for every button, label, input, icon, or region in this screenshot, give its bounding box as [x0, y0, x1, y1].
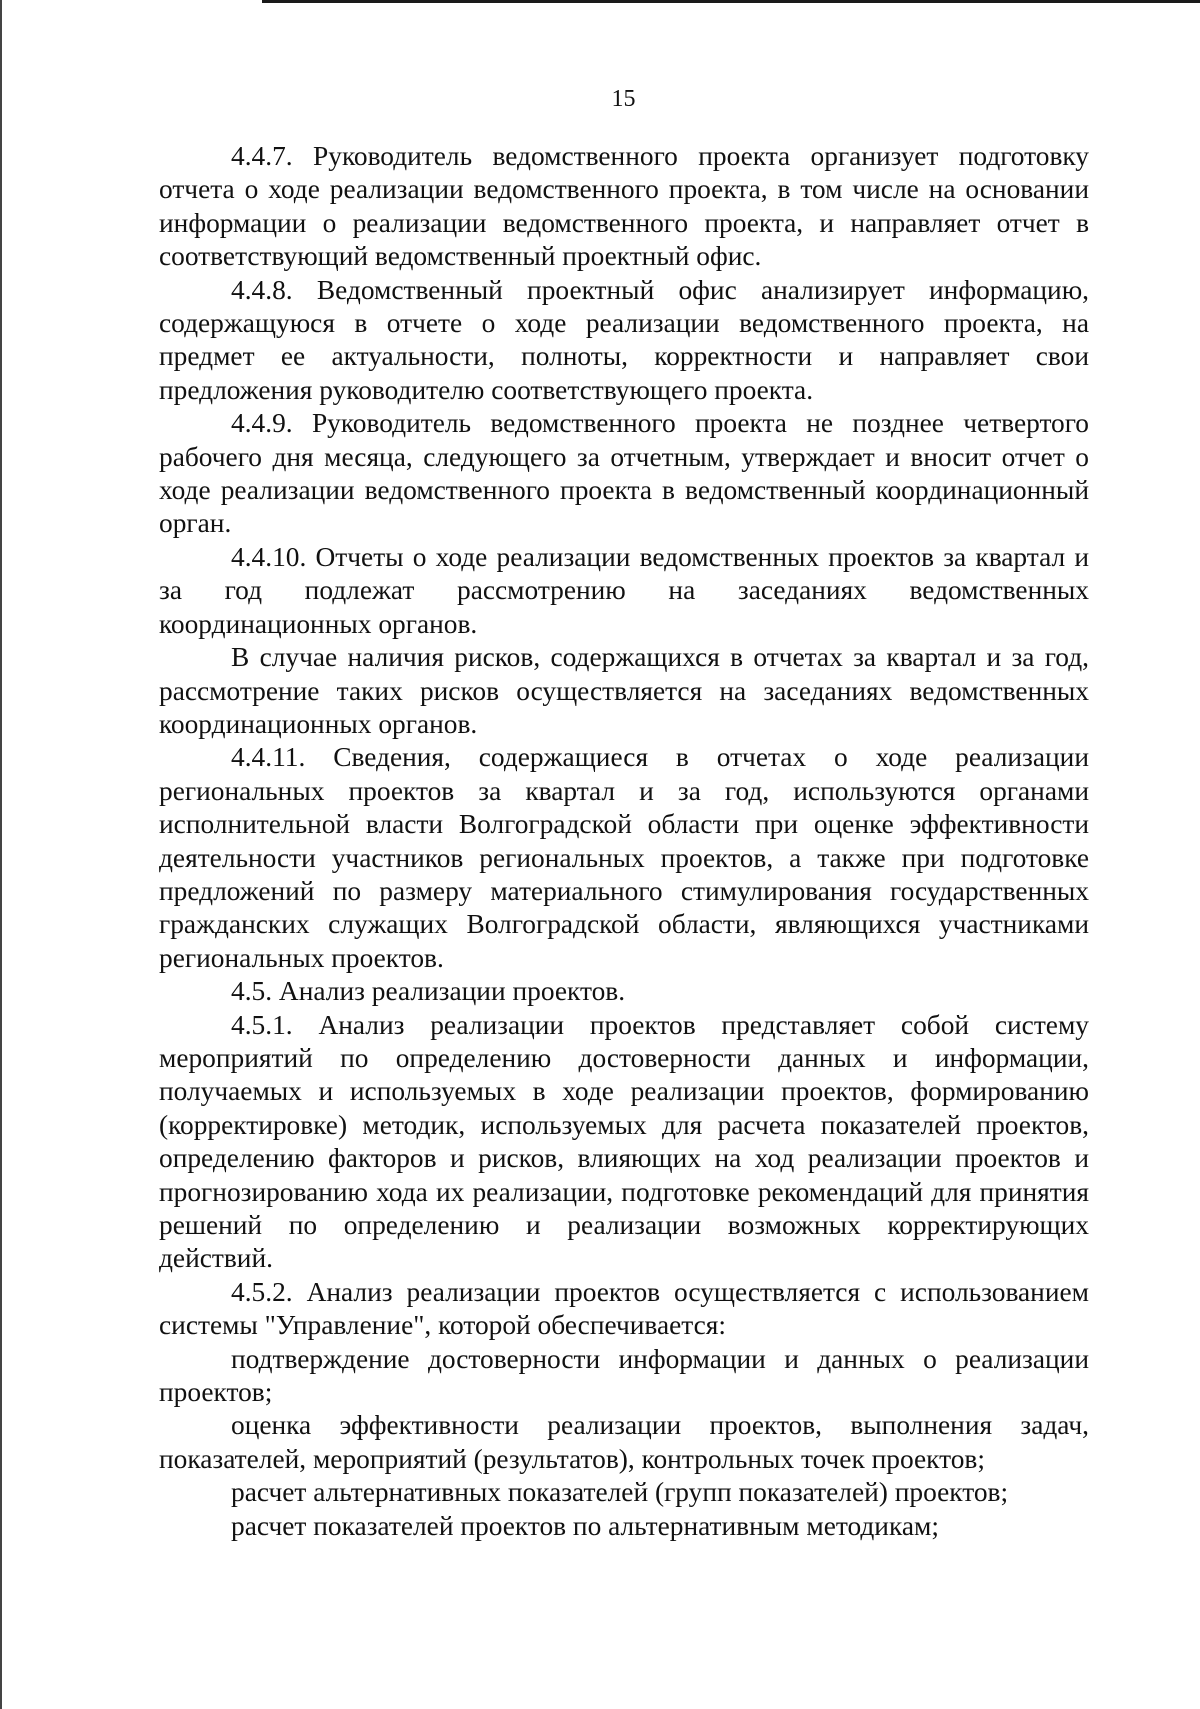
paragraph-risks: В случае наличия рисков, содержащихся в отчетах за квартал и за год, рассмотрение таких рисков осуществляется на заседаниях ведомственных координационных органов.: [159, 642, 1089, 739]
list-item-evaluation: оценка эффективности реализации проектов, выполнения задач, показателей, мероприятий (результатов), контрольных точек проектов;: [159, 1410, 1089, 1474]
paragraph-4-4-7: 4.4.7. Руководитель ведомственного проекта организует подготовку отчета о ходе реализации ведомственного проекта, в том числе на основании информации о реализации ведомственного проекта, и направляет отчет в соответствующий ведомственный проектный офис.: [159, 141, 1089, 272]
page-number: 15: [611, 86, 636, 112]
paragraph-4-5-1: 4.5.1. Анализ реализации проектов представляет собой систему мероприятий по определению достоверности данных и информации, получаемых и используемых в ходе реализации проектов, формированию (корректировке) методик, используемых для расчета показателей проектов, определению факторов и рисков, влияющих на ход реализации проектов и прогнозированию хода их реализации, подготовке рекомендаций для принятия решений по определению и реализации возможных корректирующих действий.: [159, 1009, 1089, 1274]
paragraph-4-4-9: 4.4.9. Руководитель ведомственного проекта не позднее четвертого рабочего дня месяца, следующего за отчетным, утверждает и вносит отчет о ходе реализации ведомственного проекта в ведомственный координационный орган.: [159, 408, 1089, 539]
paragraph-4-5-2: 4.5.2. Анализ реализации проектов осуществляется с использованием системы "Управление", которой обеспечивается:: [159, 1276, 1089, 1341]
paragraph-4-4-8: 4.4.8. Ведомственный проектный офис анализирует информацию, содержащуюся в отчете о ходе реализации ведомственного проекта, на предмет ее актуальности, полноты, корректности и направляет свои предложения руководителю соответствующего проекта.: [159, 274, 1089, 405]
list-item-alternative-indicators: расчет альтернативных показателей (групп показателей) проектов;: [231, 1477, 1009, 1508]
top-rule-line: [262, 0, 1200, 3]
paragraph-4-4-11: 4.4.11. Сведения, содержащиеся в отчетах о ходе реализации региональных проектов за квартал и за год, используются органами исполнительной власти Волгоградской области при оценке эффективности деятельности участников региональных проектов, а также при подготовке предложений по размеру материального стимулирования государственных гражданских служащих Волгоградской области, являющихся участниками региональных проектов.: [159, 742, 1089, 973]
paragraph-4-4-10: 4.4.10. Отчеты о ходе реализации ведомственных проектов за квартал и за год подлежат рассмотрению на заседаниях ведомственных координационных органов.: [159, 541, 1089, 639]
list-item-confirmation: подтверждение достоверности информации и данных о реализации проектов;: [159, 1343, 1089, 1408]
scan-left-edge: [0, 0, 2, 1709]
document-body: [159, 140, 1089, 1543]
list-item-alternative-methods: расчет показателей проектов по альтернативным методикам;: [231, 1510, 939, 1541]
section-heading-4-5: 4.5. Анализ реализации проектов.: [231, 976, 626, 1007]
